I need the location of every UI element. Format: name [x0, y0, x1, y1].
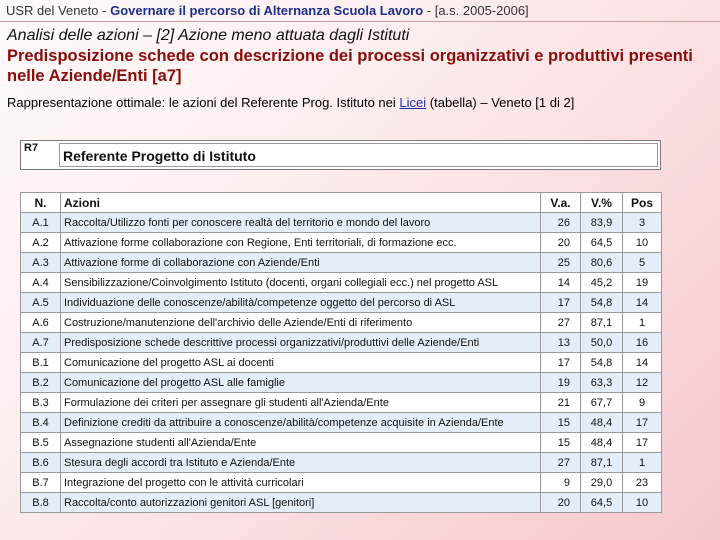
row-pos: 9: [623, 393, 662, 413]
row-pos: 3: [623, 213, 662, 233]
table-caption: [7, 95, 574, 110]
row-pos: 5: [623, 253, 662, 273]
header-org: USR del Veneto -: [6, 3, 107, 18]
row-action: Sensibilizzazione/Coinvolgimento Istituto (docenti, organi collegiali ecc.) nel progetto ASL: [61, 273, 541, 293]
row-pos: 17: [623, 413, 662, 433]
row-va: 17: [541, 353, 581, 373]
row-action: Comunicazione del progetto ASL alle famiglie: [61, 373, 541, 393]
col-header-azioni: Azioni: [61, 193, 541, 213]
table-row: [21, 433, 662, 453]
row-number: B.5: [21, 433, 61, 453]
row-va: 25: [541, 253, 581, 273]
caption-suffix: (tabella) – Veneto [1 di 2]: [429, 95, 575, 110]
header-project: Governare il percorso di Alternanza Scuola Lavoro: [110, 3, 424, 18]
row-pos: 1: [623, 453, 662, 473]
row-action: Comunicazione del progetto ASL ai docenti: [61, 353, 541, 373]
row-pos: 1: [623, 313, 662, 333]
row-number: A.1: [21, 213, 61, 233]
row-pos: 19: [623, 273, 662, 293]
table-row: [21, 253, 662, 273]
row-action: Formulazione dei criteri per assegnare gli studenti all'Azienda/Ente: [61, 393, 541, 413]
row-action: Raccolta/Utilizzo fonti per conoscere realtà del territorio e mondo del lavoro: [61, 213, 541, 233]
row-va: 27: [541, 313, 581, 333]
row-pos: 12: [623, 373, 662, 393]
row-action: Individuazione delle conoscenze/abilità/competenze oggetto del percorso di ASL: [61, 293, 541, 313]
actions-table: [20, 192, 662, 513]
row-action: Attivazione forme collaborazione con Regione, Enti territoriali, di formazione ecc.: [61, 233, 541, 253]
table-row: [21, 233, 662, 253]
row-number: B.1: [21, 353, 61, 373]
row-vp: 29,0: [581, 473, 623, 493]
table-row: [21, 373, 662, 393]
table-row: [21, 473, 662, 493]
row-pos: 14: [623, 353, 662, 373]
col-header-n: N.: [21, 193, 61, 213]
row-va: 20: [541, 493, 581, 513]
row-number: A.6: [21, 313, 61, 333]
row-number: B.2: [21, 373, 61, 393]
row-vp: 83,9: [581, 213, 623, 233]
row-va: 27: [541, 453, 581, 473]
row-va: 26: [541, 213, 581, 233]
row-pos: 16: [623, 333, 662, 353]
table-row: [21, 273, 662, 293]
row-pos: 14: [623, 293, 662, 313]
row-vp: 63,3: [581, 373, 623, 393]
section-title: Referente Progetto di Istituto: [63, 148, 256, 164]
table-row: [21, 493, 662, 513]
row-action: Attivazione forme di collaborazione con Aziende/Enti: [61, 253, 541, 273]
row-action: Predisposizione schede descrittive processi organizzativi/produttivi delle Aziende/Enti: [61, 333, 541, 353]
row-vp: 45,2: [581, 273, 623, 293]
row-number: A.7: [21, 333, 61, 353]
row-vp: 54,8: [581, 293, 623, 313]
row-action: Assegnazione studenti all'Azienda/Ente: [61, 433, 541, 453]
table-row: [21, 293, 662, 313]
row-action: Integrazione del progetto con le attività curricolari: [61, 473, 541, 493]
row-va: 19: [541, 373, 581, 393]
row-number: A.3: [21, 253, 61, 273]
row-number: B.7: [21, 473, 61, 493]
caption-prefix: Rappresentazione ottimale: le azioni del Referente Prog. Istituto nei: [7, 95, 396, 110]
row-action: Definizione crediti da attribuire a conoscenze/abilità/competenze acquisite in Azienda/Ente: [61, 413, 541, 433]
row-number: B.8: [21, 493, 61, 513]
row-va: 17: [541, 293, 581, 313]
row-pos: 23: [623, 473, 662, 493]
table-row: [21, 453, 662, 473]
row-number: A.2: [21, 233, 61, 253]
row-action: Stesura degli accordi tra Istituto e Azienda/Ente: [61, 453, 541, 473]
row-vp: 80,6: [581, 253, 623, 273]
row-pos: 10: [623, 493, 662, 513]
row-number: B.6: [21, 453, 61, 473]
row-va: 20: [541, 233, 581, 253]
row-action: Costruzione/manutenzione dell'archivio delle Aziende/Enti di riferimento: [61, 313, 541, 333]
table-row: [21, 313, 662, 333]
row-vp: 64,5: [581, 493, 623, 513]
row-va: 9: [541, 473, 581, 493]
col-header-pos: Pos: [623, 193, 662, 213]
table-row: [21, 333, 662, 353]
table-row: [21, 213, 662, 233]
header-year: - [a.s. 2005-2006]: [426, 3, 529, 18]
row-number: B.3: [21, 393, 61, 413]
col-header-vp: V.%: [581, 193, 623, 213]
row-vp: 87,1: [581, 313, 623, 333]
row-vp: 67,7: [581, 393, 623, 413]
row-vp: 54,8: [581, 353, 623, 373]
row-number: B.4: [21, 413, 61, 433]
row-pos: 10: [623, 233, 662, 253]
row-action: Raccolta/conto autorizzazioni genitori ASL [genitori]: [61, 493, 541, 513]
row-va: 15: [541, 413, 581, 433]
row-vp: 48,4: [581, 413, 623, 433]
table-row: [21, 353, 662, 373]
row-va: 13: [541, 333, 581, 353]
row-vp: 48,4: [581, 433, 623, 453]
row-number: A.4: [21, 273, 61, 293]
section-header-box: [20, 140, 661, 170]
row-va: 14: [541, 273, 581, 293]
slide-title: Analisi delle azioni – [2] Azione meno attuata dagli Istituti: [7, 27, 410, 44]
slide-subtitle-bold: Predisposizione schede con descrizione dei processi organizzativi e produttivi presenti nelle Aziende/Enti [a7]: [7, 47, 693, 85]
col-header-va: V.a.: [541, 193, 581, 213]
row-vp: 64,5: [581, 233, 623, 253]
row-pos: 17: [623, 433, 662, 453]
table-body: [21, 213, 662, 513]
row-va: 21: [541, 393, 581, 413]
table-row: [21, 413, 662, 433]
row-number: A.5: [21, 293, 61, 313]
table-row: [21, 393, 662, 413]
header-bar: [0, 0, 720, 22]
row-va: 15: [541, 433, 581, 453]
row-vp: 87,1: [581, 453, 623, 473]
licei-link[interactable]: Licei: [399, 95, 427, 110]
table-header-row: [21, 193, 662, 213]
section-code: R7: [24, 142, 39, 154]
row-vp: 50,0: [581, 333, 623, 353]
